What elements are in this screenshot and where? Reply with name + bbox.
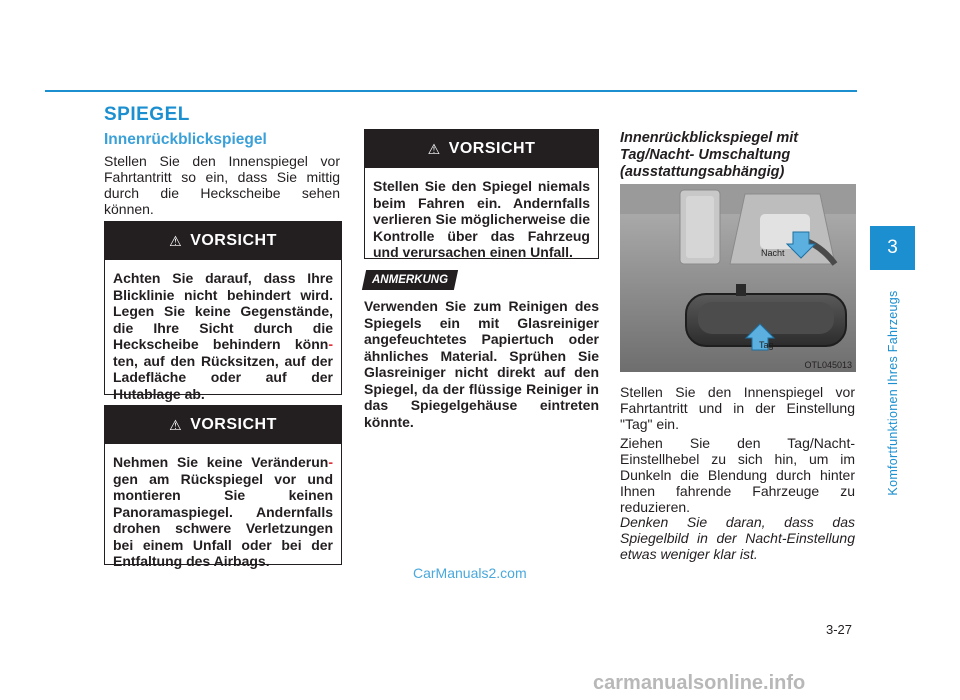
caution-box-1	[104, 221, 342, 402]
warning-icon: ⚠	[427, 140, 441, 157]
caution-label: VORSICHT	[190, 416, 277, 433]
chapter-tab: 3	[870, 226, 915, 270]
caution-box-3	[364, 129, 599, 259]
mirror-photo	[620, 184, 856, 372]
caution-text: Stellen Sie den Spiegel niemals beim Fahren ein. Andernfalls verlieren Sie möglicherweise die Kontrolle über das Fahrzeug und verursachen einen Unfall.	[373, 178, 590, 260]
caution-header	[365, 130, 598, 168]
caution-text	[105, 444, 341, 578]
watermark-link[interactable]: CarManuals2.com	[413, 565, 527, 581]
night-label: Nacht	[761, 248, 785, 258]
top-rule	[45, 90, 857, 92]
right-heading: Innenrückblickspiegel mit Tag/Nacht- Umschaltung (ausstattungsabhängig)	[620, 130, 799, 180]
right-para-1: Stellen Sie den Innenspiegel vor Fahrtantritt und in der Einstellung "Tag" ein.	[620, 384, 855, 432]
watermark-footer: carmanualsonline.info	[593, 672, 806, 694]
hyphen-mark: -	[328, 336, 333, 352]
caution-text	[105, 260, 341, 410]
mirror-illustration	[620, 184, 856, 372]
day-label: Tag	[759, 340, 774, 350]
note-label: ANMERKUNG	[371, 274, 449, 286]
warning-icon: ⚠	[169, 232, 183, 249]
left-heading: Innenrückblickspiegel	[104, 131, 267, 148]
page-number: 3-27	[826, 622, 853, 637]
caution-text-part: Achten Sie darauf, dass Ihre Blicklinie nicht behindert wird. Legen Sie keine Gegenstände, die Ihre Sicht durch die Heckscheibe behindern könn	[113, 270, 333, 352]
caution-text-part: ten, auf den Rücksitzen, auf der Ladefläche oder auf der Hutablage ab.	[113, 352, 333, 402]
left-intro: Stellen Sie den Innenspiegel vor Fahrtantritt so ein, dass Sie mittig durch die Heckscheibe sehen können.	[104, 153, 340, 217]
caution-box-2	[104, 405, 342, 569]
warning-icon: ⚠	[169, 416, 183, 433]
caution-label: VORSICHT	[190, 232, 277, 249]
caution-text-part: Nehmen Sie keine Veränderun	[113, 454, 329, 470]
right-para-3: Denken Sie daran, dass das Spiegelbild in der Nacht-Einstellung etwas weniger klar ist.	[620, 514, 855, 562]
caution-header	[105, 406, 341, 444]
note-tag	[362, 270, 458, 290]
right-para-2: Ziehen Sie den Tag/Nacht-Einstellhebel zu sich hin, um im Dunkeln die Blendung durch hinter Ihnen fahrende Fahrzeuge zu reduzieren.	[620, 435, 855, 515]
hyphen-mark: -	[328, 454, 333, 470]
caution-text-part: gen am Rückspiegel vor und montieren Sie keinen Panoramaspiegel. Andernfalls drohen schwere Verletzungen bei einem Unfall oder bei der Entfaltung des Airbags.	[113, 470, 333, 569]
photo-code: OTL045013	[804, 360, 852, 370]
caution-label: VORSICHT	[448, 140, 536, 157]
chapter-title	[883, 280, 903, 505]
note-text: Verwenden Sie zum Reinigen des Spiegels ein mit Glasreiniger angefeuchtetes Papiertuch oder ähnliches Material. Sprühen Sie Glasreiniger nicht direkt auf den Spiegel, da der flüssige Reiniger in das Spiegelgehäuse eintreten könnte.	[364, 298, 599, 430]
section-title: SPIEGEL	[104, 104, 190, 125]
caution-header	[105, 222, 341, 260]
chapter-title-text: Komfortfunktionen Ihres Fahrzeugs	[886, 289, 900, 496]
